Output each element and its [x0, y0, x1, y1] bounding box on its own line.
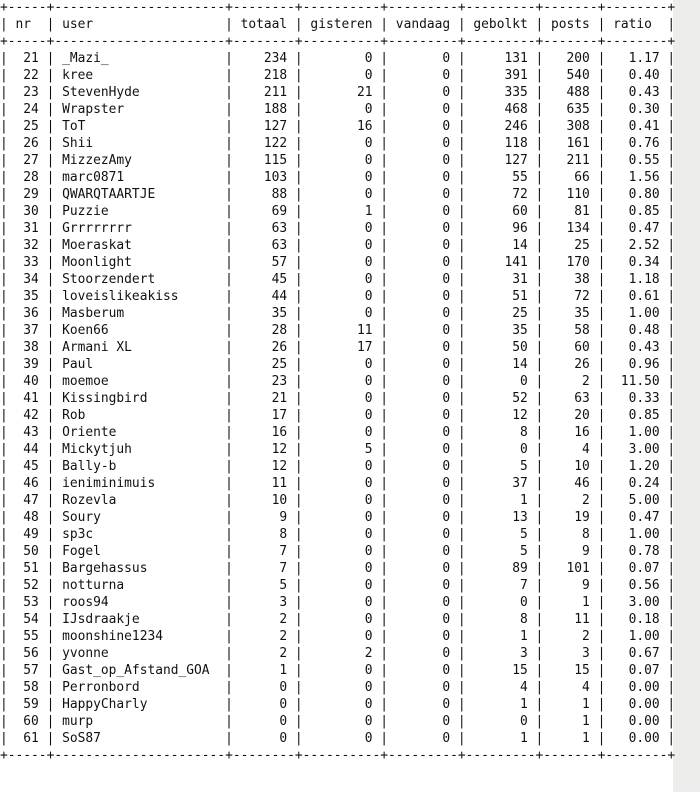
table-row: | 21 | _Mazi_ | 234 | 0 | 0 | 131 | 200 | 1.17 | — [0, 51, 676, 66]
table-row: | 43 | Oriente | 16 | 0 | 0 | 8 | 16 | 1.00 | — [0, 425, 676, 440]
table-row: | 25 | ToT | 127 | 16 | 0 | 246 | 308 | 0.41 | — [0, 119, 676, 134]
table-row: | 58 | Perronbord | 0 | 0 | 0 | 4 | 4 | 0.00 | — [0, 680, 676, 695]
table-row: | 29 | QWARQTAARTJE | 88 | 0 | 0 | 72 | 110 | 0.80 | — [0, 187, 676, 202]
table-border-bottom: +-----+----------------------+--------+----------+---------+---------+-------+--------+ — [0, 748, 676, 763]
table-row: | 52 | notturna | 5 | 0 | 0 | 7 | 9 | 0.56 | — [0, 578, 676, 593]
table-border-header: +-----+----------------------+--------+----------+---------+---------+-------+--------+ — [0, 34, 676, 49]
table-row: | 55 | moonshine1234 | 2 | 0 | 0 | 1 | 2 | 1.00 | — [0, 629, 676, 644]
table-row: | 46 | ieniminimuis | 11 | 0 | 0 | 37 | 46 | 0.24 | — [0, 476, 676, 491]
table-row: | 38 | Armani XL | 26 | 17 | 0 | 50 | 60 | 0.43 | — [0, 340, 676, 355]
table-row: | 22 | kree | 218 | 0 | 0 | 391 | 540 | 0.40 | — [0, 68, 676, 83]
table-row: | 53 | roos94 | 3 | 0 | 0 | 0 | 1 | 3.00 | — [0, 595, 676, 610]
table-row: | 41 | Kissingbird | 21 | 0 | 0 | 52 | 63 | 0.33 | — [0, 391, 676, 406]
table-row: | 27 | MizzezAmy | 115 | 0 | 0 | 127 | 211 | 0.55 | — [0, 153, 676, 168]
table-row: | 47 | Rozevla | 10 | 0 | 0 | 1 | 2 | 5.00 | — [0, 493, 676, 508]
table-row: | 56 | yvonne | 2 | 2 | 0 | 3 | 3 | 0.67 | — [0, 646, 676, 661]
table-row: | 59 | HappyCharly | 0 | 0 | 0 | 1 | 1 | 0.00 | — [0, 697, 676, 712]
table-row: | 42 | Rob | 17 | 0 | 0 | 12 | 20 | 0.85 | — [0, 408, 676, 423]
table-row: | 23 | StevenHyde | 211 | 21 | 0 | 335 | 488 | 0.43 | — [0, 85, 676, 100]
table-row: | 28 | marc0871 | 103 | 0 | 0 | 55 | 66 | 1.56 | — [0, 170, 676, 185]
table-row: | 49 | sp3c | 8 | 0 | 0 | 5 | 8 | 1.00 | — [0, 527, 676, 542]
table-row: | 44 | Mickytjuh | 12 | 5 | 0 | 0 | 4 | 3.00 | — [0, 442, 676, 457]
table-border-top: +-----+----------------------+--------+----------+---------+---------+-------+--------+ — [0, 0, 676, 15]
table-row: | 24 | Wrapster | 188 | 0 | 0 | 468 | 635 | 0.30 | — [0, 102, 676, 117]
table-row: | 32 | Moeraskat | 63 | 0 | 0 | 14 | 25 | 2.52 | — [0, 238, 676, 253]
table-row: | 31 | Grrrrrrrr | 63 | 0 | 0 | 96 | 134 | 0.47 | — [0, 221, 676, 236]
table-row: | 48 | Soury | 9 | 0 | 0 | 13 | 19 | 0.47 | — [0, 510, 676, 525]
table-header: | nr | user | totaal | gisteren | vandaag | gebolkt | posts | ratio | — [0, 17, 676, 32]
table-row: | 60 | murp | 0 | 0 | 0 | 0 | 1 | 0.00 | — [0, 714, 676, 729]
table-row: | 26 | Shii | 122 | 0 | 0 | 118 | 161 | 0.76 | — [0, 136, 676, 151]
table-row: | 30 | Puzzie | 69 | 1 | 0 | 60 | 81 | 0.85 | — [0, 204, 676, 219]
table-row: | 39 | Paul | 25 | 0 | 0 | 14 | 26 | 0.96 | — [0, 357, 676, 372]
table-row: | 36 | Masberum | 35 | 0 | 0 | 25 | 35 | 1.00 | — [0, 306, 676, 321]
table-row: | 45 | Bally-b | 12 | 0 | 0 | 5 | 10 | 1.20 | — [0, 459, 676, 474]
table-row: | 51 | Bargehassus | 7 | 0 | 0 | 89 | 101 | 0.07 | — [0, 561, 676, 576]
table-row: | 34 | Stoorzendert | 45 | 0 | 0 | 31 | 38 | 1.18 | — [0, 272, 676, 287]
table-row: | 54 | IJsdraakje | 2 | 0 | 0 | 8 | 11 | 0.18 | — [0, 612, 676, 627]
table-row: | 50 | Fogel | 7 | 0 | 0 | 5 | 9 | 0.78 | — [0, 544, 676, 559]
table-row: | 61 | SoS87 | 0 | 0 | 0 | 1 | 1 | 0.00 | — [0, 731, 676, 746]
table-row: | 40 | moemoe | 23 | 0 | 0 | 0 | 2 | 11.50 | — [0, 374, 676, 389]
table-row: | 35 | loveislikeakiss | 44 | 0 | 0 | 51 | 72 | 0.61 | — [0, 289, 676, 304]
table-row: | 37 | Koen66 | 28 | 11 | 0 | 35 | 58 | 0.48 | — [0, 323, 676, 338]
table-row: | 57 | Gast_op_Afstand_GOA | 1 | 0 | 0 | 15 | 15 | 0.07 | — [0, 663, 676, 678]
table-row: | 33 | Moonlight | 57 | 0 | 0 | 141 | 170 | 0.34 | — [0, 255, 676, 270]
